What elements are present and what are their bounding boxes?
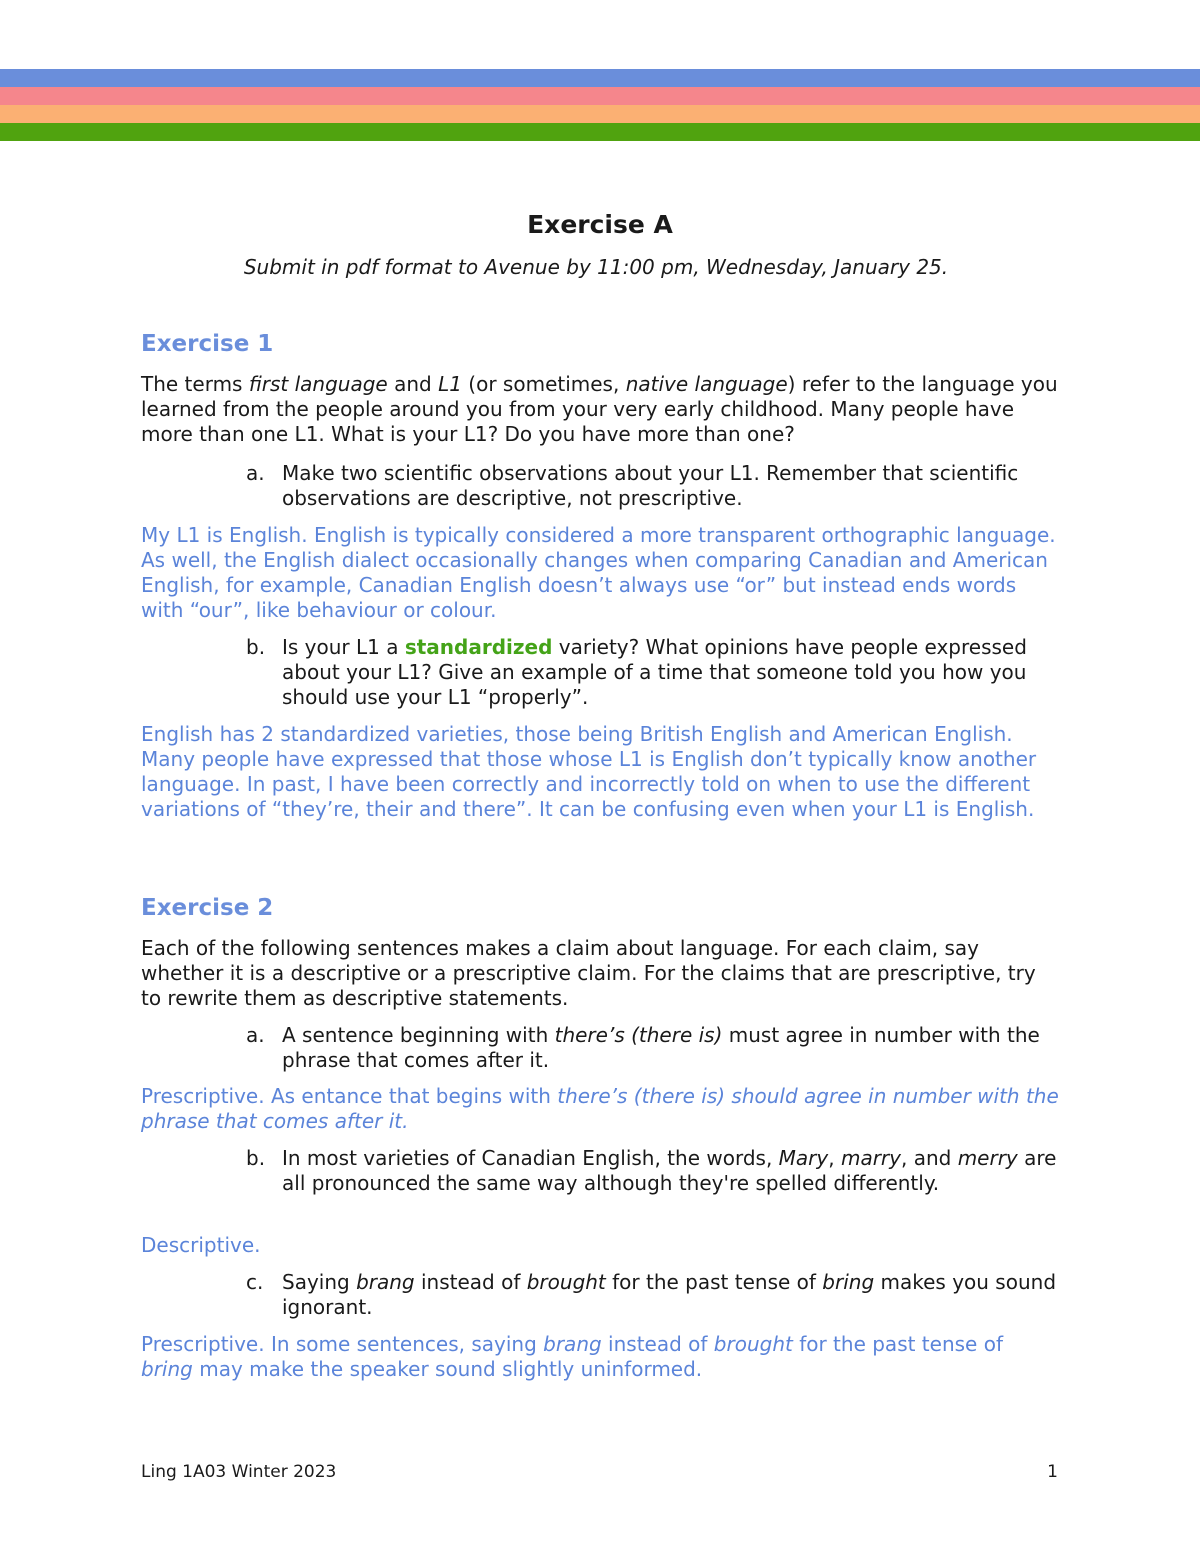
- question-text: A sentence beginning with there’s (there is) must agree in number with the phrase that comes after it.: [282, 1023, 1040, 1072]
- exercise-2-question-a: [246, 1023, 1061, 1073]
- stripe-orange: [0, 105, 1200, 123]
- question-text: Saying brang instead of brought for the past tense of bring makes you sound ignorant.: [282, 1270, 1057, 1319]
- exercise-2-answer-a: Prescriptive. As entance that begins with there’s (there is) should agree in number with the phrase that comes after it.: [141, 1084, 1059, 1133]
- exercise-2-answer-b: Descriptive.: [141, 1233, 261, 1257]
- exercise-2-intro: Each of the following sentences makes a claim about language. For each claim, say whether it is a descriptive or a prescriptive claim. For the claims that are prescriptive, try to rewrite them as descriptive statements.: [141, 936, 1036, 1010]
- list-marker: a.: [246, 1023, 265, 1047]
- exercise-1-answer-a: My L1 is English. English is typically considered a more transparent orthographic language. As well, the English dialect occasionally changes when comparing Canadian and American English, for example, Canadian English doesn’t always use “or” but instead ends words with “our”, like behaviour or colour.: [141, 523, 1056, 622]
- header-color-stripes: [0, 69, 1200, 141]
- exercise-2-question-b: [246, 1146, 1061, 1196]
- list-marker: a.: [246, 461, 265, 485]
- standardized-highlight: standardized: [404, 635, 553, 659]
- stripe-pink: [0, 87, 1200, 105]
- question-text: In most varieties of Canadian English, the words, Mary, marry, and merry are all pronounced the same way although they're spelled differently.: [282, 1146, 1057, 1195]
- list-marker: b.: [246, 635, 266, 659]
- submission-instructions: Submit in pdf format to Avenue by 11:00 pm, Wednesday, January 25.: [243, 255, 949, 279]
- exercise-1-question-a: [246, 461, 1061, 511]
- exercise-2-answer-c: Prescriptive. In some sentences, saying brang instead of brought for the past tense of bring may make the speaker sound slightly uninformed.: [141, 1332, 1003, 1381]
- list-marker: c.: [246, 1270, 264, 1294]
- exercise-1-question-b: [246, 635, 1061, 710]
- question-text: Is your L1 a standardized variety? What opinions have people expressed about your L1? Give an example of a time that someone told you how you should use your L1 “properly”.: [282, 635, 1027, 709]
- footer-course-label: Ling 1A03 Winter 2023: [141, 1462, 337, 1482]
- exercise-1-intro: The terms first language and L1 (or sometimes, native language) refer to the language you learned from the people around you from your very early childhood. Many people have more than one L1. What is your L1? Do you have more than one?: [141, 372, 1058, 446]
- exercise-2-question-c: [246, 1270, 1061, 1320]
- question-text: Make two scientific observations about your L1. Remember that scientific observations are descriptive, not prescriptive.: [282, 461, 1019, 510]
- exercise-1-answer-b: English has 2 standardized varieties, those being British English and American English. Many people have expressed that those whose L1 is English don’t typically know another language. In past, I have been correctly and incorrectly told on when to use the different variations of “they’re, their and there”. It can be confusing even when your L1 is English.: [141, 722, 1037, 821]
- stripe-blue: [0, 69, 1200, 87]
- exercise-1-heading: Exercise 1: [141, 331, 274, 357]
- page-title: Exercise A: [527, 210, 673, 239]
- stripe-green: [0, 123, 1200, 141]
- exercise-2-heading: Exercise 2: [141, 895, 274, 921]
- list-marker: b.: [246, 1146, 266, 1170]
- footer-page-number: 1: [1047, 1462, 1058, 1482]
